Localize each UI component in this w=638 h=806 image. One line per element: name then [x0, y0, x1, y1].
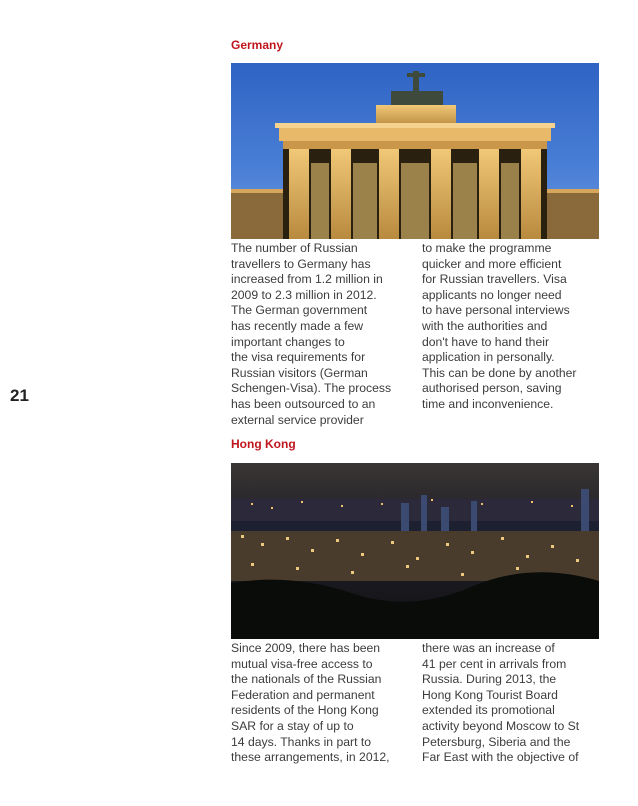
- section-heading-hong-kong: Hong Kong: [231, 437, 296, 451]
- hong-kong-text-column-1: [231, 641, 409, 766]
- germany-paragraph-2: to make the programme quicker and more efficient for Russian travellers. Visa applicants no longer need to have personal interviews with the authorities and don't have to hand their application in personally. This can be done by another authorised person, saving time and inconvenience.: [422, 241, 577, 411]
- brandenburg-gate-photo: [231, 63, 599, 239]
- germany-text-column-2: [422, 241, 600, 413]
- hong-kong-text-column-2: [422, 641, 600, 766]
- section-heading-germany: Germany: [231, 38, 284, 52]
- hong-kong-paragraph-2: there was an increase of 41 per cent in arrivals from Russia. During 2013, the Hong Kong Tourist Board extended its promotional activity beyond Moscow to St Petersburg, Siberia and the Far East with the objective of: [422, 641, 580, 765]
- germany-paragraph-1: The number of Russian travellers to Germany has increased from 1.2 million in 2009 to 2.3 million in 2012. The German government has recently made a few important changes to the visa requirements for Russian visitors (German Schengen-Visa). The process has been outsourced to an external service provider: [231, 241, 392, 427]
- hong-kong-night-skyline-photo: [231, 463, 599, 639]
- hong-kong-paragraph-1: Since 2009, there has been mutual visa-free access to the nationals of the Russian Federation and permanent residents of the Hong Kong SAR for a stay of up to 14 days. Thanks in part to these arrangements, in 2012,: [231, 641, 390, 765]
- page-number: 21: [10, 386, 29, 405]
- germany-text-column-1: [231, 241, 409, 428]
